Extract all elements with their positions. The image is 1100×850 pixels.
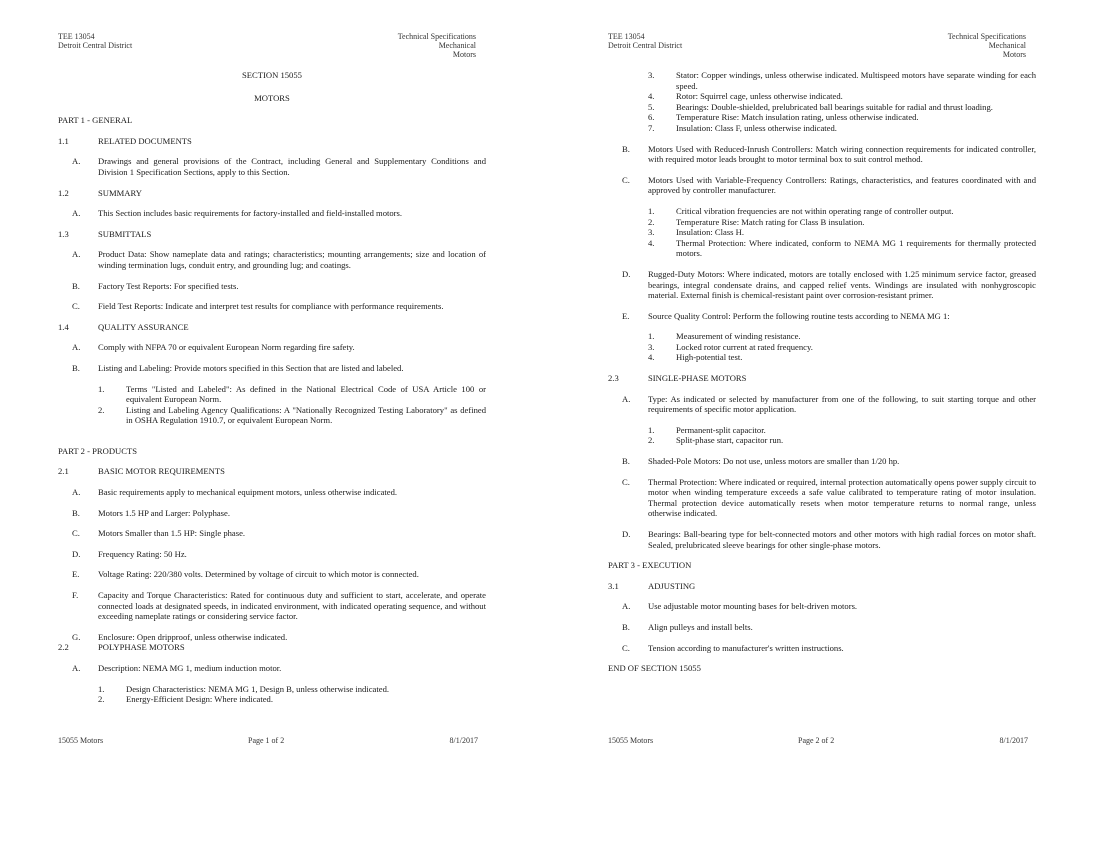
paragraph: E. Source Quality Control: Perform the following routine tests according to NEMA MG 1: (622, 310, 950, 321)
footer-date: 8/1/2017 (999, 736, 1028, 745)
footer-page: Page 1 of 2 (248, 736, 285, 745)
paragraph: B. Motors Used with Reduced-Inrush Controllers: Match wiring connection requirements for indicated controller, with required motor leads brought to motor terminal box to suit control method. (622, 143, 1036, 165)
spec-title: Technical Specifications (397, 32, 476, 41)
footer-doc: 15055 Motors (58, 736, 104, 745)
article-heading: 1.2 SUMMARY (58, 187, 142, 198)
sub-item: 4. Rotor: Squirrel cage, unless otherwise indicated. (648, 91, 843, 102)
paragraph: B. Shaded-Pole Motors: Do not use, unless motors are smaller than 1/20 hp. (622, 456, 900, 467)
project-name: TEE 13054 (608, 32, 645, 41)
section-number: SECTION 15055 (242, 70, 302, 80)
sub-item: 1. Critical vibration frequencies are not within operating range of controller output. (648, 205, 954, 216)
spec-division: Mechanical (988, 41, 1026, 50)
sub-item: 7. Insulation: Class F, unless otherwise indicated. (648, 122, 837, 133)
paragraph: A. Drawings and general provisions of the Contract, including General and Supplementary Conditions and Division 1 Specification Sections, apply to this Section. (72, 156, 486, 177)
article-heading: 1.1 RELATED DOCUMENTS (58, 135, 192, 146)
article-heading: 3.1 ADJUSTING (608, 580, 696, 591)
spec-division: Mechanical (438, 41, 476, 50)
footer-doc: 15055 Motors (608, 736, 654, 745)
paragraph: F. Capacity and Torque Characteristics: Rated for continuous duty and sufficient to start, accelerate, and operate connected loads at designated speeds, in indicated environment, with indicated operating sequence, and without exceeding nameplate ratings or considering service factor. (72, 590, 486, 622)
sub-list (58, 384, 486, 426)
sub-item: 1. Design Characteristics: NEMA MG 1, Design B, unless otherwise indicated. (98, 683, 390, 694)
paragraph: B. Factory Test Reports: For specified tests. (72, 280, 239, 291)
end-of-section: END OF SECTION 15055 (608, 663, 701, 674)
footer-page: Page 2 of 2 (798, 736, 835, 745)
paragraph: A. Basic requirements apply to mechanical equipment motors, unless otherwise indicated. (72, 487, 398, 498)
sub-item: 2. Temperature Rise: Match rating for Class B insulation. (648, 216, 865, 227)
paragraph: E. Voltage Rating: 220/380 volts. Determined by voltage of circuit to which motor is connected. (72, 569, 419, 580)
paragraph: C. Motors Smaller than 1.5 HP: Single phase. (72, 528, 246, 539)
sub-list (608, 425, 1036, 446)
paragraph: D. Rugged-Duty Motors: Where indicated, motors are totally enclosed with 1.25 minimum service factor, greased bearings, integral condensate drains, and capped relief vents. Windings are insulated with nonhygroscopic material. External finish is chemical-resistant paint over corrosion-resistant primer. (622, 268, 1036, 301)
page-1 (58, 0, 528, 850)
paragraph: D. Bearings: Ball-bearing type for belt-connected motors and other motors with high radial forces on motor shaft. Sealed, prelubricated sleeve bearings for other single-phase motors. (622, 529, 1036, 550)
sub-item: 2. Listing and Labeling Agency Qualifications: A "Nationally Recognized Testing Laboratory" as defined in OSHA Regulation 1910.7, or equivalent European Norm. (98, 404, 486, 426)
paragraph: A. Product Data: Show nameplate data and ratings; characteristics; mounting arrangements; size and location of winding termination lugs, conduit entry, and grounding lug; and coatings. (72, 249, 486, 270)
paragraph: C. Field Test Reports: Indicate and interpret test results for compliance with performance requirements. (72, 301, 444, 312)
footer-date: 8/1/2017 (449, 736, 478, 745)
paragraph: C. Thermal Protection: Where indicated or required, internal protection automatically opens power supply circuit to motor when winding temperature exceeds a safe value calibrated to temperature rating of motor insulation. Thermal protection device automatically resets when motor temperature returns to normal range, unless otherwise indicated. (622, 476, 1036, 519)
paragraph: B. Listing and Labeling: Provide motors specified in this Section that are listed and labeled. (72, 362, 404, 373)
spec-section: Motors (1002, 50, 1026, 59)
page-body (58, 70, 486, 715)
article-heading: 2.2 POLYPHASE MOTORS (58, 642, 185, 653)
sub-item: 1. Permanent-split capacitor. (648, 424, 766, 435)
paragraph: D. Frequency Rating: 50 Hz. (72, 548, 187, 559)
sub-list (608, 70, 1036, 134)
paragraph: A. Use adjustable motor mounting bases for belt-driven motors. (622, 601, 858, 612)
part-heading: PART 3 - EXECUTION (608, 560, 692, 571)
sub-item: 4. High-potential test. (648, 352, 743, 363)
sub-item: 3. Stator: Copper windings, unless otherwise indicated. Multispeed motors have separate winding for each speed. (648, 70, 1036, 91)
article-heading: 1.3 SUBMITTALS (58, 228, 152, 239)
sub-item: 1. Measurement of winding resistance. (648, 331, 801, 342)
spec-section: Motors (452, 50, 476, 59)
article-heading: 1.4 QUALITY ASSURANCE (58, 321, 189, 332)
paragraph: A. Comply with NFPA 70 or equivalent European Norm regarding fire safety. (72, 342, 355, 353)
sub-list (58, 684, 486, 705)
paragraph: A. Type: As indicated or selected by manufacturer from one of the following, to suit starting torque and other requirements of specific motor application. (622, 393, 1036, 415)
paragraph: B. Motors 1.5 HP and Larger: Polyphase. (72, 507, 230, 518)
article-heading: 2.1 BASIC MOTOR REQUIREMENTS (58, 466, 225, 477)
sub-list (608, 206, 1036, 259)
sub-item: 2. Split-phase start, capacitor run. (648, 435, 784, 446)
sub-item: 6. Temperature Rise: Match insulation rating, unless otherwise indicated. (648, 112, 919, 123)
part-heading: PART 1 - GENERAL (58, 115, 133, 126)
paragraph: G. Enclosure: Open dripproof, unless otherwise indicated. (72, 631, 288, 642)
project-location: Detroit Central District (58, 41, 133, 50)
paragraph: C. Motors Used with Variable-Frequency Controllers: Ratings, characteristics, and features coordinated with and approved by controller manufacturer. (622, 174, 1036, 196)
page-body (608, 70, 1036, 684)
sub-item: 3. Insulation: Class H. (648, 227, 745, 238)
part-heading: PART 2 - PRODUCTS (58, 445, 138, 456)
paragraph: C. Tension according to manufacturer's written instructions. (622, 642, 844, 653)
page-2 (608, 0, 1078, 850)
sub-item: 1. Terms "Listed and Labeled": As defined in the National Electrical Code of USA Article 100 or equivalent European Norm. (98, 383, 486, 405)
sub-list (608, 331, 1036, 363)
sub-item: 5. Bearings: Double-shielded, prelubricated ball bearings suitable for radial and thrust loading. (648, 101, 993, 112)
sub-item: 4. Thermal Protection: Where indicated, conform to NEMA MG 1 requirements for thermally protected motors. (648, 237, 1036, 259)
paragraph: B. Align pulleys and install belts. (622, 621, 753, 632)
spec-title: Technical Specifications (947, 32, 1026, 41)
sub-item: 2. Energy-Efficient Design: Where indicated. (98, 694, 273, 705)
article-heading: 2.3 SINGLE-PHASE MOTORS (608, 373, 747, 384)
paragraph: A. Description: NEMA MG 1, medium induction motor. (72, 663, 282, 673)
paragraph: A. This Section includes basic requirements for factory-installed and field-installed motors. (72, 208, 403, 219)
sub-item: 3. Locked rotor current at rated frequency. (648, 341, 813, 352)
project-name: TEE 13054 (58, 32, 95, 41)
project-location: Detroit Central District (608, 41, 683, 50)
section-name: MOTORS (254, 92, 290, 103)
